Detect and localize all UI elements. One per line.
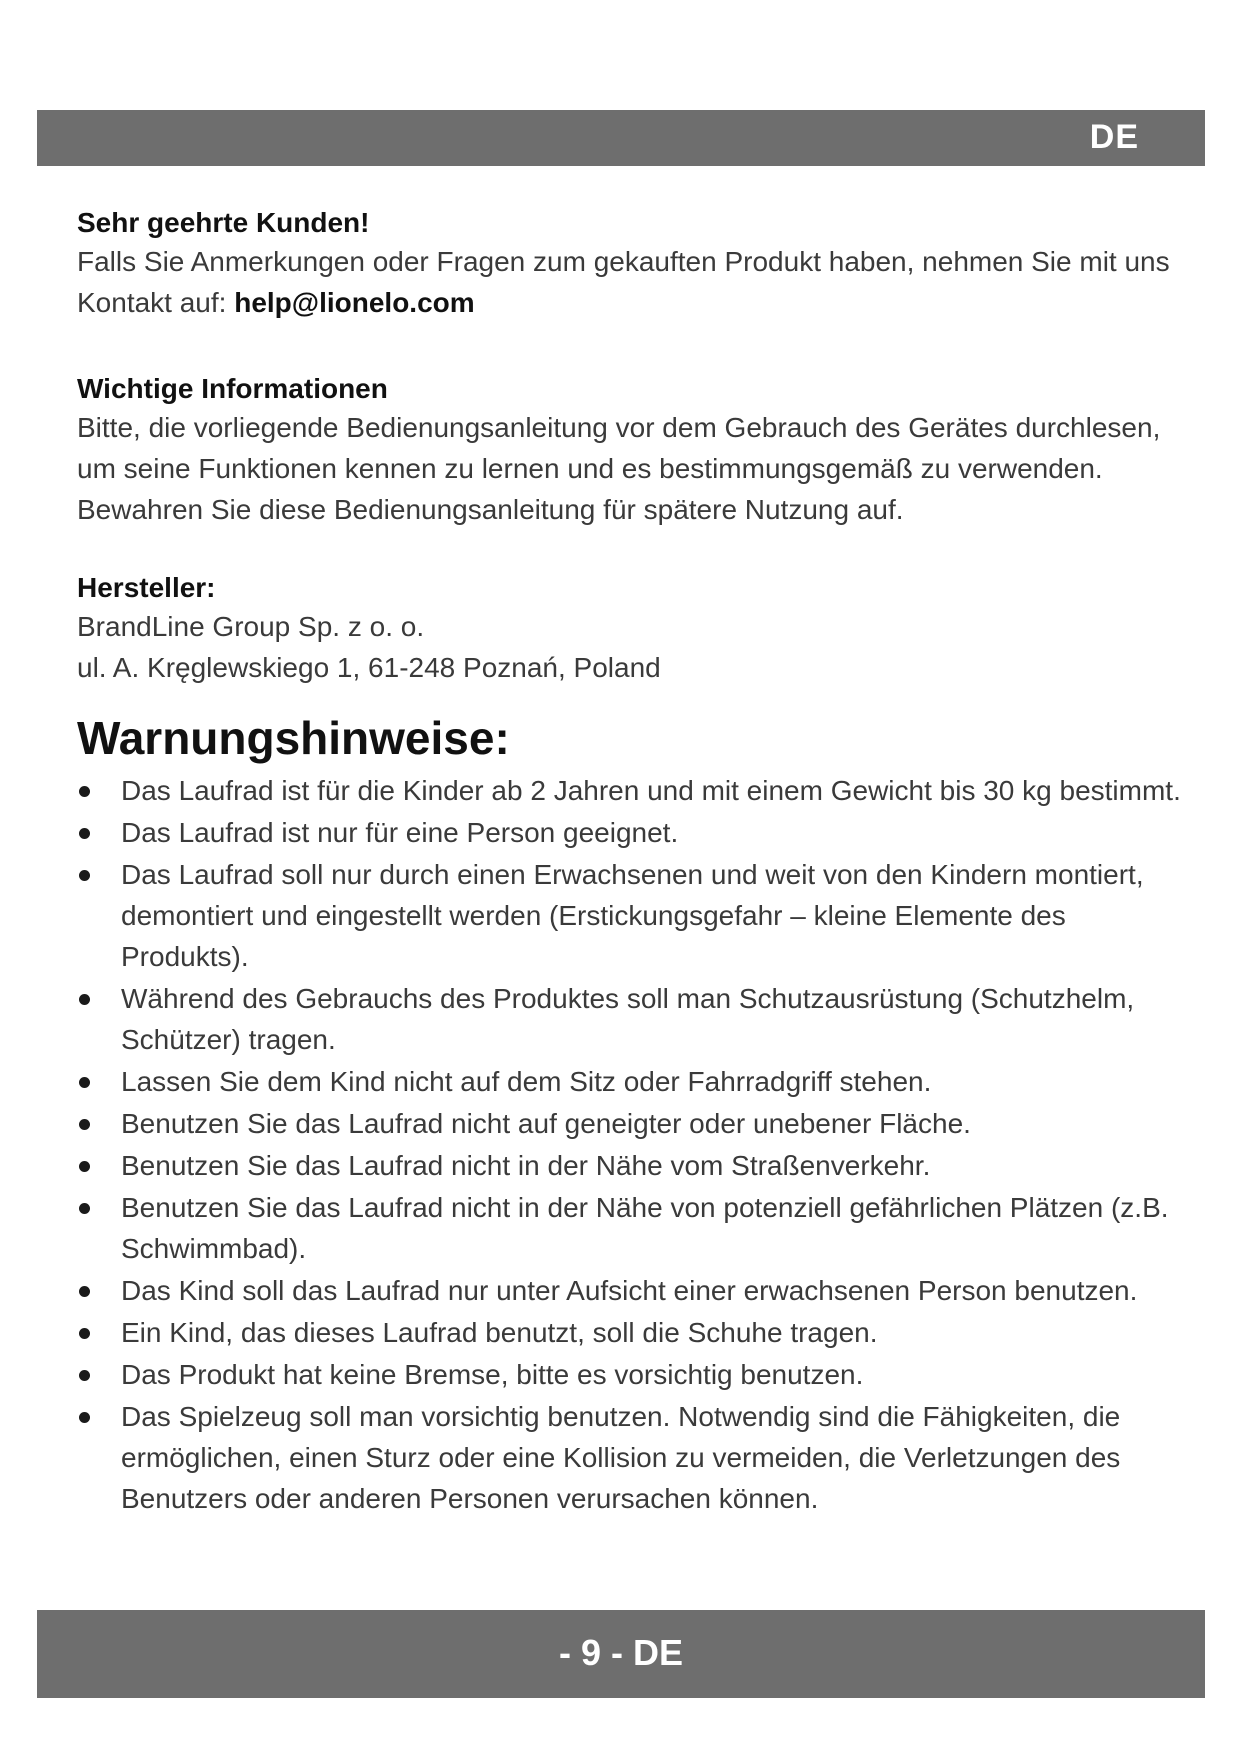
manufacturer-address: ul. A. Kręglewskiego 1, 61-248 Poznań, Poland <box>77 652 661 683</box>
contact-email: help@lionelo.com <box>234 287 475 318</box>
bullet-icon <box>79 1412 90 1423</box>
language-label: DE <box>1089 118 1139 156</box>
bullet-icon <box>79 994 90 1005</box>
warnings-title: Warnungshinweise: <box>77 712 510 764</box>
bullet-icon <box>79 1203 90 1214</box>
warning-item: Während des Gebrauchs des Produktes soll man Schutzausrüstung (Schutzhelm, Schützer) tragen. <box>77 978 1187 1060</box>
bullet-icon <box>79 1077 90 1088</box>
greeting-section <box>77 205 1187 323</box>
warning-item: Das Laufrad ist nur für eine Person geeignet. <box>77 812 1187 853</box>
manufacturer-name: BrandLine Group Sp. z o. o. <box>77 611 425 642</box>
warning-item: Benutzen Sie das Laufrad nicht auf geneigter oder unebener Fläche. <box>77 1103 1187 1144</box>
warning-item: Das Laufrad soll nur durch einen Erwachsenen und weit von den Kindern montiert, demontiert und eingestellt werden (Erstickungsgefahr – kleine Elemente des Produkts). <box>77 854 1187 977</box>
bullet-icon <box>79 786 90 797</box>
manufacturer-section <box>77 570 1187 688</box>
greeting-title: Sehr geehrte Kunden! <box>77 207 370 238</box>
warning-item: Das Spielzeug soll man vorsichtig benutzen. Notwendig sind die Fähigkeiten, die ermöglichen, einen Sturz oder eine Kollision zu vermeiden, die Verletzungen des Benutzers oder anderen Personen verursachen können. <box>77 1396 1187 1519</box>
important-info-section <box>77 371 1187 530</box>
warning-item: Lassen Sie dem Kind nicht auf dem Sitz oder Fahrradgriff stehen. <box>77 1061 1187 1102</box>
page-content <box>77 205 1187 1520</box>
warnings-section <box>77 710 1187 1519</box>
header-bar <box>37 110 1205 166</box>
manufacturer-title: Hersteller: <box>77 572 216 603</box>
footer-bar <box>37 1610 1205 1698</box>
bullet-icon <box>79 1328 90 1339</box>
bullet-icon <box>79 1119 90 1130</box>
warning-item: Ein Kind, das dieses Laufrad benutzt, soll die Schuhe tragen. <box>77 1312 1187 1353</box>
greeting-body: Falls Sie Anmerkungen oder Fragen zum gekauften Produkt haben, nehmen Sie mit uns Kontakt auf: <box>77 246 1170 318</box>
bullet-icon <box>79 828 90 839</box>
warning-item: Das Kind soll das Laufrad nur unter Aufsicht einer erwachsenen Person benutzen. <box>77 1270 1187 1311</box>
bullet-icon <box>79 1286 90 1297</box>
bullet-icon <box>79 1370 90 1381</box>
bullet-icon <box>79 870 90 881</box>
important-info-text: Bitte, die vorliegende Bedienungsanleitung vor dem Gebrauch des Gerätes durchlesen, um seine Funktionen kennen zu lernen und es bestimmungsgemäß zu verwenden. Bewahren Sie diese Bedienungsanleitung für spätere Nutzung auf. <box>77 412 1161 525</box>
important-info-title: Wichtige Informationen <box>77 373 388 404</box>
warning-item: Benutzen Sie das Laufrad nicht in der Nähe von potenziell gefährlichen Plätzen (z.B. Schwimmbad). <box>77 1187 1187 1269</box>
greeting-text <box>77 241 1187 323</box>
warning-item: Das Laufrad ist für die Kinder ab 2 Jahren und mit einem Gewicht bis 30 kg bestimmt. <box>77 770 1187 811</box>
warning-item: Das Produkt hat keine Bremse, bitte es vorsichtig benutzen. <box>77 1354 1187 1395</box>
page-number: - 9 - DE <box>558 1632 683 1673</box>
warnings-list <box>77 770 1187 1519</box>
bullet-icon <box>79 1161 90 1172</box>
warning-item: Benutzen Sie das Laufrad nicht in der Nähe vom Straßenverkehr. <box>77 1145 1187 1186</box>
